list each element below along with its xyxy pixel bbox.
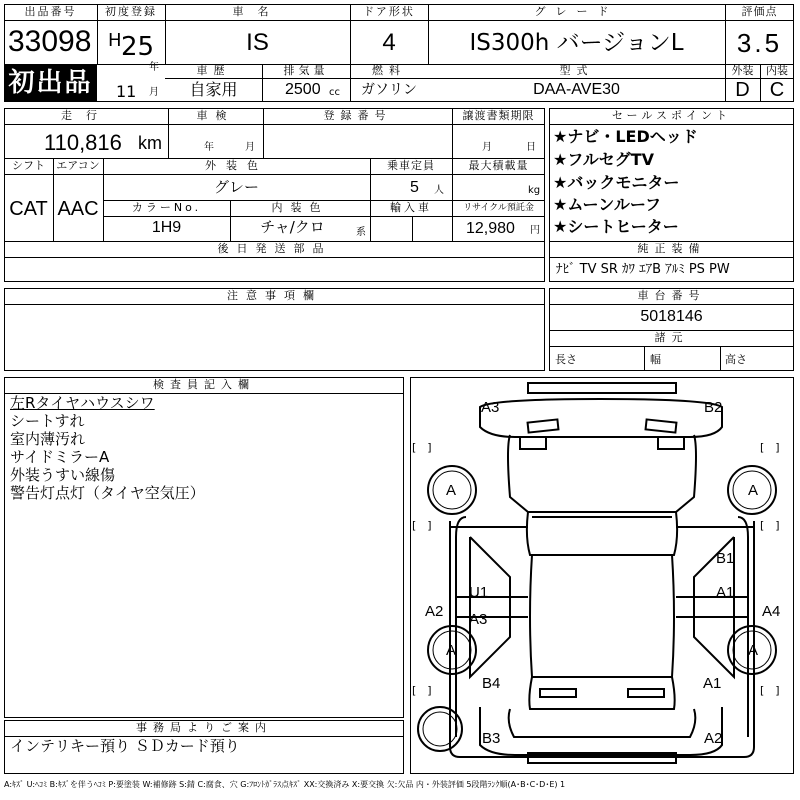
mark-wheel-fr: A bbox=[748, 482, 759, 499]
exterior-color-label: 外装色 bbox=[205, 159, 268, 172]
grade-label: グレード bbox=[534, 5, 619, 18]
mark-door-right-b: B1 bbox=[716, 550, 735, 567]
mark-wheel-rr: A bbox=[748, 642, 759, 659]
inspector-line-1: 左Rタイヤハウスシワ bbox=[10, 394, 155, 412]
office-text: インテリキー預り ＳＤカード預り bbox=[10, 737, 240, 755]
mark-bumper-right: A2 bbox=[704, 730, 723, 747]
capacity-label: 乗車定員 bbox=[387, 159, 435, 172]
inspector-label: 検査員記入欄 bbox=[153, 378, 255, 391]
equipment-label: 純正装備 bbox=[637, 242, 706, 255]
car-outline-diagram bbox=[410, 377, 794, 774]
inspector-line-5: 外装うすい線傷 bbox=[10, 466, 116, 484]
bracket-right-mid: [ ] bbox=[760, 519, 780, 532]
year-unit: 年 bbox=[149, 62, 159, 73]
inspector-line-3: 室内薄汚れ bbox=[10, 430, 86, 448]
bracket-left-low: [ ] bbox=[412, 684, 432, 697]
mileage-unit: km bbox=[138, 133, 162, 153]
inspection-year-unit: 年 bbox=[204, 142, 214, 153]
bracket-right-low: [ ] bbox=[760, 684, 780, 697]
first-reg-label: 初度登録 bbox=[105, 5, 157, 18]
inspector-line-6: 警告灯点灯（タイヤ空気圧） bbox=[10, 484, 205, 502]
lot-no-label: 出品番号 bbox=[24, 5, 77, 18]
mark-wheel-rl: A bbox=[446, 642, 457, 659]
displacement-label: 排気量 bbox=[283, 64, 329, 77]
ac-value: AAC bbox=[57, 198, 99, 220]
max-load-unit: kg bbox=[528, 185, 541, 196]
car-name: IS bbox=[246, 29, 269, 56]
height-label: 高さ bbox=[725, 353, 747, 366]
office-label: 事務局よりご案内 bbox=[136, 721, 272, 734]
inspection-month-unit: 月 bbox=[245, 142, 255, 153]
car-name-label: 車名 bbox=[232, 5, 283, 18]
registration-label: 登録番号 bbox=[323, 109, 392, 122]
fuel-label: 燃料 bbox=[372, 64, 406, 77]
mark-bumper-left: B3 bbox=[482, 730, 501, 747]
sales-point-3: ★バックモニター bbox=[553, 173, 680, 192]
ac-label: エアコン bbox=[56, 159, 100, 172]
month-unit: 月 bbox=[149, 87, 159, 98]
exterior-color: グレー bbox=[213, 178, 259, 196]
inspector-line-2: シートすれ bbox=[10, 412, 85, 430]
max-load-label: 最大積載量 bbox=[468, 159, 529, 172]
width-label: 幅 bbox=[650, 353, 661, 366]
bracket-left-mid: [ ] bbox=[412, 519, 432, 532]
interior-color-unit: 系 bbox=[356, 227, 366, 238]
interior-color-label: 内装色 bbox=[271, 201, 329, 214]
mark-door-left-u: U1 bbox=[469, 584, 489, 601]
chassis-number: 5018146 bbox=[640, 308, 703, 325]
first-listing-text: 初出品 bbox=[8, 68, 93, 98]
equipment-items: ﾅﾋﾞ TV SR ｶﾜ ｴｱB ｱﾙﾐ PS PW bbox=[556, 262, 730, 277]
door-count: 4 bbox=[382, 29, 396, 56]
history: 自家用 bbox=[189, 80, 238, 99]
exterior-grade: D bbox=[735, 79, 750, 101]
interior-label: 内装 bbox=[766, 64, 788, 77]
recycle-unit: 円 bbox=[530, 225, 540, 236]
month-value: 11 bbox=[116, 82, 137, 101]
fuel: ガソリン bbox=[361, 82, 417, 98]
mark-door-right-a: A1 bbox=[716, 584, 735, 601]
mark-side-left: A2 bbox=[425, 603, 444, 620]
sales-point-5: ★シートヒーター bbox=[553, 217, 679, 236]
reg-year: 25 bbox=[121, 32, 155, 62]
exterior-label: 外装 bbox=[731, 64, 754, 77]
import-label: 輸入車 bbox=[390, 201, 432, 214]
era-letter: H bbox=[108, 30, 122, 51]
mark-wheel-fl: A bbox=[446, 482, 457, 499]
mileage-value: 110,816 bbox=[44, 130, 122, 155]
transfer-day-unit: 日 bbox=[526, 142, 536, 153]
mileage-label: 走行 bbox=[61, 109, 111, 122]
mark-door-left-a: A3 bbox=[469, 611, 488, 628]
recycle-label: リサイクル預託金 bbox=[463, 203, 534, 213]
notes-label: 注意事項欄 bbox=[227, 289, 322, 302]
displacement: 2500 bbox=[285, 81, 321, 98]
color-no-label: カラーNo. bbox=[131, 201, 202, 214]
color-no: 1H9 bbox=[151, 219, 182, 236]
transfer-month-unit: 月 bbox=[482, 142, 492, 153]
dims-label: 諸元 bbox=[654, 331, 689, 344]
score-label: 評価点 bbox=[741, 5, 778, 18]
history-label: 車歴 bbox=[196, 64, 231, 77]
model: DAA-AVE30 bbox=[533, 81, 620, 98]
score: 3.5 bbox=[736, 28, 783, 58]
lot-number: 33098 bbox=[8, 25, 92, 58]
mark-front-left: A3 bbox=[481, 399, 500, 416]
shift-value: CAT bbox=[9, 198, 48, 220]
capacity-unit: 人 bbox=[434, 185, 444, 196]
sales-point-2: ★フルセグTV bbox=[553, 150, 655, 169]
mark-front-right: B2 bbox=[704, 399, 723, 416]
interior-color: チャ/クロ bbox=[260, 218, 325, 236]
transfer-docs-label: 譲渡書類期限 bbox=[462, 109, 535, 122]
grade: IS300h バージョンL bbox=[469, 30, 684, 56]
mark-rear-left: B4 bbox=[482, 675, 501, 692]
sales-point-4: ★ムーンルーフ bbox=[553, 195, 662, 214]
mark-rear-right: A1 bbox=[703, 675, 722, 692]
model-label: 型式 bbox=[559, 64, 594, 77]
bracket-left-top: [ ] bbox=[412, 441, 432, 454]
inspection-label: 車検 bbox=[196, 109, 235, 122]
bracket-right-top: [ ] bbox=[760, 441, 780, 454]
recycle-value: 12,980 bbox=[466, 220, 515, 237]
displacement-unit: cc bbox=[329, 87, 340, 98]
interior-grade: C bbox=[769, 79, 785, 101]
legend-text: A:ｷｽﾞ U:ﾍｺﾐ B:ｷｽﾞを伴うﾍｺﾐ P:要塗装 W:補修跡 S:錆 C:腐食、穴 G:ﾌﾛﾝﾄｶﾞﾗｽ点ｷｽﾞ XX:交換済み X:要交換 欠:欠品 内・外装評価 5段階ﾗﾝｸ順(A･B･C･D･E) 1 bbox=[4, 780, 566, 789]
length-label: 長さ bbox=[555, 353, 577, 366]
sales-point-1: ★ナビ・LEDヘッド bbox=[553, 127, 698, 146]
chassis-label: 車台番号 bbox=[637, 289, 706, 302]
later-parts-label: 後日発送部品 bbox=[217, 242, 332, 255]
sales-points-label: セールスポイント bbox=[611, 109, 731, 122]
capacity-value: 5 bbox=[410, 179, 419, 196]
shift-label: シフト bbox=[12, 159, 45, 172]
door-label: ドア形状 bbox=[363, 5, 415, 18]
inspector-line-4: サイドミラーA bbox=[10, 448, 110, 466]
mark-side-right: A4 bbox=[762, 603, 781, 620]
